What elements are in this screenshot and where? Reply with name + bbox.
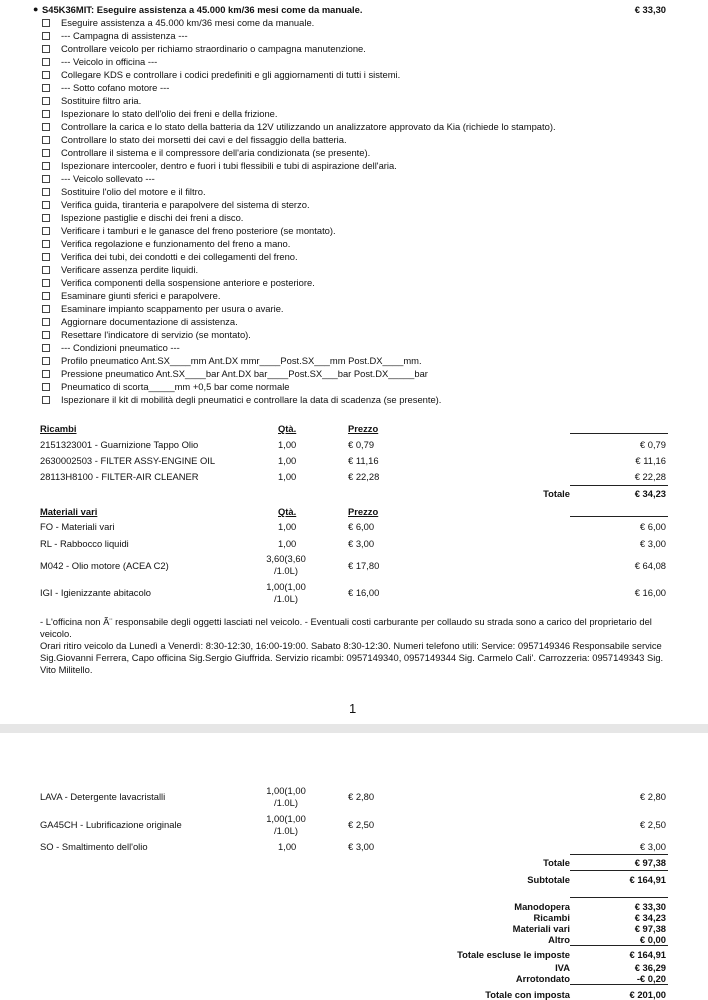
summary-value: € 0,00: [639, 934, 666, 945]
divider: [570, 945, 668, 946]
table-row-name: FO - Materiali vari: [40, 521, 115, 532]
checklist-item: Controllare la carica e lo stato della batteria da 12V utilizzando un analizzatore approvato da Kia (richiede lo stampato).: [61, 121, 556, 132]
table-row-total: € 16,00: [634, 587, 666, 598]
materiali-price-header: Prezzo: [348, 506, 379, 517]
table-row-total: € 22,28: [634, 471, 666, 482]
table-row-name: SO - Smaltimento dell'olio: [40, 841, 148, 852]
checklist-item: --- Sotto cofano motore ---: [61, 82, 170, 93]
table-row-qty: 1,00: [278, 538, 297, 549]
checkbox[interactable]: [42, 136, 50, 144]
table-row-name: GA45CH - Lubrificazione originale: [40, 819, 182, 830]
table-row-price: € 2,50: [348, 819, 375, 830]
checklist-item: Ispezionare intercooler, dentro e fuori i tubi flessibili e tubi di aspirazione dell'aria.: [61, 160, 397, 171]
divider: [570, 897, 668, 898]
table-row-qty: 1,00: [278, 439, 297, 450]
table-row-total: € 6,00: [639, 521, 666, 532]
checkbox[interactable]: [42, 318, 50, 326]
table-row-price: € 3,00: [348, 538, 375, 549]
table-row-name: IGI - Igienizzante abitacolo: [40, 587, 151, 598]
checkbox[interactable]: [42, 123, 50, 131]
summary-label: Manodopera: [514, 901, 570, 912]
table-row-name: 2151323001 - Guarnizione Tappo Olio: [40, 439, 199, 450]
checkbox[interactable]: [42, 331, 50, 339]
checkbox[interactable]: [42, 240, 50, 248]
page-number: 1: [349, 701, 357, 716]
table-row-qty: [250, 581, 322, 604]
materiali-total-value: € 97,38: [634, 857, 666, 868]
checkbox[interactable]: [42, 84, 50, 92]
qty-line: 1,00(1,00: [266, 813, 306, 824]
table-row-qty: 1,00: [278, 471, 297, 482]
checklist-item: Verifica componenti della sospensione anteriore e posteriore.: [61, 277, 315, 288]
summary-value: € 164,91: [629, 949, 666, 960]
table-row-name: M042 - Olio motore (ACEA C2): [40, 560, 169, 571]
table-row-total: € 64,08: [634, 560, 666, 571]
checkbox[interactable]: [42, 97, 50, 105]
materiali-header: Materiali vari: [40, 506, 98, 517]
checklist-item: Aggiornare documentazione di assistenza.: [61, 316, 238, 327]
checkbox[interactable]: [42, 370, 50, 378]
summary-value: € 33,30: [634, 901, 666, 912]
table-row-price: € 0,79: [348, 439, 375, 450]
service-title: S45K36MIT: Eseguire assistenza a 45.000 km/36 mesi come da manuale.: [42, 4, 363, 15]
checkbox[interactable]: [42, 32, 50, 40]
table-row-price: € 16,00: [348, 587, 380, 598]
summary-label: Arrotondato: [515, 973, 570, 984]
table-row-price: € 11,16: [348, 455, 379, 466]
invoice-page-2: [0, 733, 708, 1000]
table-row-qty: [250, 785, 322, 808]
checklist-item: Controllare veicolo per richiamo straordinario o campagna manutenzione.: [61, 43, 366, 54]
checklist-item: Profilo pneumatico Ant.SX____mm Ant.DX mmr____Post.SX___mm Post.DX____mm.: [61, 355, 422, 366]
checkbox[interactable]: [42, 292, 50, 300]
divider: [570, 485, 668, 486]
table-row-price: € 6,00: [348, 521, 375, 532]
checkbox[interactable]: [42, 305, 50, 313]
checkbox[interactable]: [42, 396, 50, 404]
summary-label: Altro: [548, 934, 570, 945]
checklist-item: Verifica regolazione e funzionamento del freno a mano.: [61, 238, 291, 249]
summary-label: IVA: [555, 962, 570, 973]
materiali-total-label: Totale: [543, 857, 570, 868]
checklist-item: Verificare assenza perdite liquidi.: [61, 264, 199, 275]
qty-unit-line: /1.0L): [274, 564, 298, 576]
checkbox[interactable]: [42, 149, 50, 157]
checklist-item: Controllare il sistema e il compressore dell'aria condizionata (se presente).: [61, 147, 371, 158]
table-row-total: € 2,80: [639, 791, 666, 802]
materiali-qty-header: Qtà.: [278, 506, 297, 517]
checkbox[interactable]: [42, 71, 50, 79]
summary-value: -€ 0,20: [636, 973, 666, 984]
ricambi-total-value: € 34,23: [634, 488, 666, 499]
checklist-item: Verifica dei tubi, dei condotti e dei collegamenti del freno.: [61, 251, 298, 262]
subtotal-value: € 164,91: [629, 874, 666, 885]
checkbox[interactable]: [42, 201, 50, 209]
checklist-item: Eseguire assistenza a 45.000 km/36 mesi come da manuale.: [61, 17, 315, 28]
checklist-item: Verificare i tamburi e le ganasce del freno posteriore (se montato).: [61, 225, 336, 236]
divider: [570, 870, 668, 871]
table-row-total: € 3,00: [639, 841, 666, 852]
checklist-item: Pneumatico di scorta_____mm +0,5 bar come normale: [61, 381, 290, 392]
summary-label: Materiali vari: [512, 923, 570, 934]
subtotal-label: Subtotale: [527, 874, 570, 885]
ricambi-qty-header: Qtà.: [278, 423, 297, 434]
table-row-qty: 1,00: [278, 455, 297, 466]
checklist-item: --- Veicolo in officina ---: [61, 56, 158, 67]
qty-line: 3,60(3,60: [266, 553, 306, 564]
table-row-total: € 2,50: [639, 819, 666, 830]
checklist-item: Collegare KDS e controllare i codici predefiniti e gli aggiornamenti di tutti i sistemi.: [61, 69, 401, 80]
checklist-item: Controllare lo stato dei morsetti dei cavi e del fissaggio della batteria.: [61, 134, 347, 145]
checklist-item: --- Condizioni pneumatico ---: [61, 342, 180, 353]
table-row-qty: 1,00: [278, 521, 297, 532]
checkbox[interactable]: [42, 214, 50, 222]
checklist-item: Verifica guida, tiranteria e parapolvere del sistema di sterzo.: [61, 199, 310, 210]
table-row-name: 28113H8100 - FILTER-AIR CLEANER: [40, 471, 199, 482]
checkbox[interactable]: [42, 383, 50, 391]
checkbox[interactable]: [42, 175, 50, 183]
table-row-price: € 3,00: [348, 841, 375, 852]
checkbox[interactable]: [42, 266, 50, 274]
disclaimer-note: - L'officina non Ã¨ responsabile degli oggetti lasciati nel veicolo. - Eventuali costi carburante per collaudo su strada sono a carico del proprietario del veicolo.: [40, 616, 652, 639]
checkbox[interactable]: [42, 45, 50, 53]
summary-label: Ricambi: [533, 912, 570, 923]
checkbox[interactable]: [42, 253, 50, 261]
divider: [570, 433, 668, 434]
summary-label: Totale con imposta: [485, 989, 570, 1000]
divider: [570, 516, 668, 517]
table-row-price: € 22,28: [348, 471, 380, 482]
summary-label: Totale escluse le imposte: [457, 949, 570, 960]
service-price: € 33,30: [634, 4, 666, 15]
qty-unit-line: /1.0L): [274, 824, 298, 836]
checklist-item: Ispezionare il kit di mobilità degli pneumatici e controllare la data di scadenza (se presente).: [61, 394, 442, 405]
checkbox[interactable]: [42, 162, 50, 170]
checkbox[interactable]: [42, 279, 50, 287]
table-row-qty: [250, 813, 322, 836]
table-row-qty: [250, 553, 322, 576]
checklist-item: Resettare l'indicatore di servizio (se montato).: [61, 329, 251, 340]
checkbox[interactable]: [42, 58, 50, 66]
checklist-item: Ispezione pastiglie e dischi dei freni a disco.: [61, 212, 244, 223]
checkbox[interactable]: [42, 19, 50, 27]
opening-hours-note: Orari ritiro veicolo da Lunedì a Venerdì: 8:30-12:30, 16:00-19:00. Sabato 8:30-12:30. Numeri telefono utili: Service: 0957149346 Responsabile service Sig.Giovanni Ferrera, Capo officina Sig.Sergio Giuffrida. Servizio ricambi: 0957149340, 0957149344 Sig. Carmelo Cali'. Carrozzeria: 0957149343 Sig. Vito Militello.: [40, 640, 664, 675]
table-row-total: € 0,79: [639, 439, 666, 450]
checklist-item: Esaminare giunti sferici e parapolvere.: [61, 290, 221, 301]
table-row-name: LAVA - Detergente lavacristalli: [40, 791, 166, 802]
checklist-item: --- Campagna di assistenza ---: [61, 30, 188, 41]
summary-value: € 97,38: [634, 923, 666, 934]
checklist-item: Sostituire l'olio del motore e il filtro.: [61, 186, 206, 197]
checkbox[interactable]: [42, 110, 50, 118]
qty-line: 1,00(1,00: [266, 785, 306, 796]
table-row-total: € 3,00: [639, 538, 666, 549]
divider: [570, 984, 668, 985]
summary-value: € 34,23: [634, 912, 666, 923]
checklist-item: Ispezionare lo stato dell'olio dei freni e della frizione.: [61, 108, 278, 119]
checkbox[interactable]: [42, 344, 50, 352]
table-row-price: € 2,80: [348, 791, 375, 802]
table-row-total: € 11,16: [635, 455, 666, 466]
checklist-item: Pressione pneumatico Ant.SX____bar Ant.DX bar____Post.SX___bar Post.DX_____bar: [61, 368, 428, 379]
summary-value: € 36,29: [634, 962, 666, 973]
qty-unit-line: /1.0L): [274, 796, 298, 808]
checklist-item: Sostituire filtro aria.: [61, 95, 142, 106]
checkbox[interactable]: [42, 188, 50, 196]
bullet-icon: ●: [33, 4, 39, 14]
checkbox[interactable]: [42, 357, 50, 365]
ricambi-price-header: Prezzo: [348, 423, 379, 434]
table-row-price: € 17,80: [348, 560, 380, 571]
ricambi-total-label: Totale: [543, 488, 570, 499]
table-row-name: 2630002503 - FILTER ASSY-ENGINE OIL: [40, 455, 216, 466]
table-row-name: RL - Rabbocco liquidi: [40, 538, 129, 549]
divider: [570, 854, 668, 855]
checklist-item: Esaminare impianto scappamento per usura o avarie.: [61, 303, 284, 314]
table-row-qty: 1,00: [278, 841, 297, 852]
summary-value: € 201,00: [629, 989, 666, 1000]
qty-unit-line: /1.0L): [274, 592, 298, 604]
ricambi-header: Ricambi: [40, 423, 77, 434]
checkbox[interactable]: [42, 227, 50, 235]
checklist-item: --- Veicolo sollevato ---: [61, 173, 155, 184]
qty-line: 1,00(1,00: [266, 581, 306, 592]
